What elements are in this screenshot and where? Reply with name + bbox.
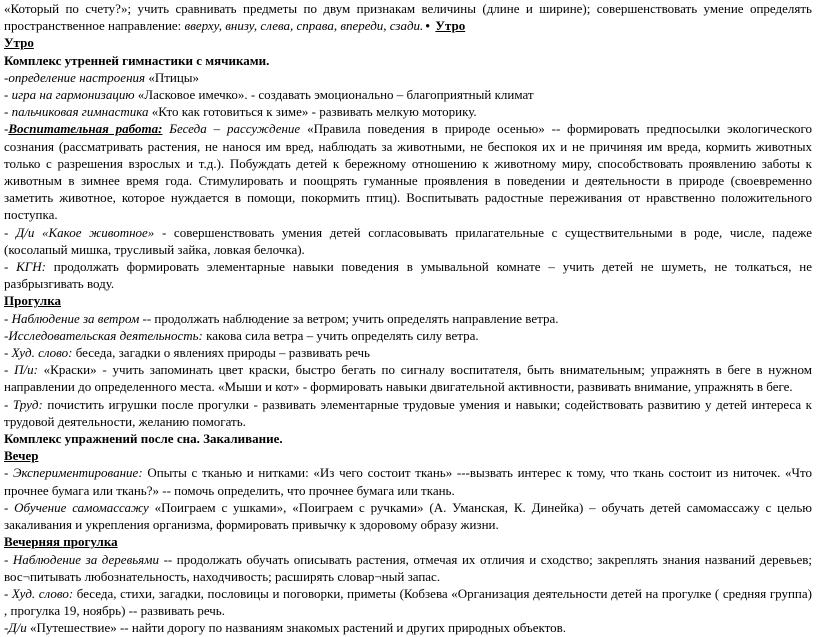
kgn-paragraph [4, 258, 812, 292]
walk-labor-text: почистить игрушки после прогулки - развивать элементарные трудовые умения и навыки; содействовать развитию у детей интереса к трудовой деятельности, желанию помогать. [4, 396, 812, 429]
morning-complex-title: Комплекс утренней гимнастики с мячиками. [4, 52, 270, 68]
finger-label: - пальчиковая гимнастика [4, 104, 149, 120]
kgn-label: - КГН: [4, 259, 46, 275]
walk-obs-label: - Наблюдение за ветром [4, 310, 140, 326]
heading-evening: Вечер [4, 448, 39, 464]
evening-walk-obs-text: -- продолжать обучать описывать растения, отмечая их отличия и сходство; закреплять знания названий деревьев; вос¬питывать любознательность, находчивость; расширять словар¬ный запас. [4, 551, 812, 584]
walk-pi-text: «Краски» - учить запоминать цвет краски, быстро бегать по сигналу воспитателя, быть внимательным; упражнять в беге в нужном направлении до определенного места. «Мыши и кот» - формировать навыки двигательной активности, развивать внимание, упражнять в беге. [4, 362, 812, 395]
walk-pi-paragraph [4, 361, 812, 395]
heading-walk: Прогулка [4, 293, 62, 309]
mood-label: -определение настроения [4, 69, 146, 85]
evening-walk-di-text: «Путешествие» -- найти дорогу по названиям знакомых растений и других природных объектов. [26, 620, 567, 636]
edu-talk: Беседа – рассуждение [162, 121, 301, 137]
edu-prefix: - [4, 121, 9, 137]
walk-labor-label: - Труд: [4, 396, 43, 412]
evening-exp-paragraph [4, 464, 812, 498]
evening-walk-art-paragraph [4, 585, 812, 619]
walk-labor-paragraph [4, 396, 812, 430]
walk-art-text: беседа, загадки о явлениях природы – развивать речь [72, 345, 370, 361]
directions-text: вверху, внизу, слева, справа, впереди, сзади. [184, 18, 424, 34]
walk-research-text: какова сила ветра – учить определять силу ветра. [202, 327, 479, 343]
evening-walk-obs-label: - Наблюдение за деревьями [4, 551, 159, 567]
walk-art-label: - Худ. слово: [4, 345, 73, 361]
evening-walk-art-text: беседа, стихи, загадки, пословицы и поговорки, приметы (Кобзева «Организация деятельности детей на прогулке ( средняя группа) , прогулка 19, ноябрь) -- развивать речь. [4, 585, 812, 619]
mood-line [4, 69, 812, 86]
edu-paragraph [4, 120, 812, 223]
mood-text: «Птицы» [145, 69, 200, 85]
intro-paragraph [4, 0, 812, 34]
walk-obs-text: -- продолжать наблюдение за ветром; учить определять направление ветра. [139, 310, 559, 326]
heading-evening-walk: Вечерняя прогулка [4, 534, 118, 550]
di-text: - совершенствовать умения детей согласовывать прилагательные с существительными в роде, числе, падеже (косолапый мишка, трусливый зайка, ловкая белочка). [4, 224, 812, 257]
evening-walk-obs-paragraph [4, 551, 812, 585]
kgn-text: продолжать формировать элементарные навыки поведения в умывальной комнате – учить детей не шуметь, не толкаться, не разбрызгивать воду. [4, 259, 813, 292]
harmonize-label: - игра на гармонизацию [4, 87, 135, 103]
evening-massage-label: - Обучение самомассажу [4, 499, 149, 515]
evening-walk-di-line [4, 619, 812, 636]
finger-line [4, 103, 812, 120]
walk-research-label: -Исследовательская деятельность: [4, 327, 203, 343]
evening-massage-paragraph [4, 499, 812, 533]
heading-morning: Утро [4, 35, 34, 51]
evening-walk-art-label: - Худ. слово: [4, 585, 74, 601]
walk-obs-line [4, 310, 812, 327]
harmonize-text: «Ласковое имечко». - создавать эмоционально – благоприятный климат [134, 87, 534, 103]
evening-exp-label: - Экспериментирование: [4, 465, 143, 481]
intro-text: «Который по счету?»; учить сравнивать предметы по двум признакам величины (длине и ширине); совершенствовать умение определять пространственное направление: [4, 1, 812, 34]
evening-exp-text: Опыты с тканью и нитками: «Из чего состоит ткань» ---вызвать интерес к тому, что ткань состоит из ниточек. «Что прочнее бумага или ткань?» -- помочь определить, что прочнее бумага или ткань. [4, 465, 812, 498]
di-label: - Д/и «Какое животное» [4, 224, 155, 240]
bullet-icon [423, 18, 432, 33]
edu-text: «Правила поведения в природе осенью» -- формировать предпосылки экологического сознания (рассматривать растения, не нанося им вред, наблюдать за животными, не беспокоя их и не причиняя им вреда, кормить животных только с разрешения взрослых и т.д.). Побуждать детей к бережному отношению к животному миру, способствовать проявлению заботы к животным в зимнее время года. Стимулировать и поощрять гуманные проявления в поведении и деятельности в природе (своевременно заметить животное, которое нуждается в помощи, покормить птиц). Воспитывать радостные переживания от нравственно положительного поступка. [4, 121, 812, 223]
di-paragraph [4, 224, 812, 258]
edu-label: Воспитательная работа: [8, 121, 163, 137]
walk-research-line [4, 327, 812, 344]
evening-massage-text: «Поиграем с ушками», «Поиграем с ручками» (А. Уманская, К. Динейка) – обучать детей самомассажу с целью закаливания и укрепления организма, формировать привычку к здоровому образу жизни. [4, 499, 812, 533]
nap-title: Комплекс упражнений после сна. Закаливание. [4, 431, 283, 447]
evening-walk-di-label: -Д/и [4, 620, 27, 636]
finger-text: «Кто как готовиться к зиме» - развивать мелкую моторику. [148, 104, 477, 120]
walk-art-line [4, 344, 812, 361]
walk-pi-label: - П/и: [4, 362, 38, 378]
harmonize-line [4, 86, 812, 103]
inline-heading-morning: Утро [435, 18, 466, 34]
